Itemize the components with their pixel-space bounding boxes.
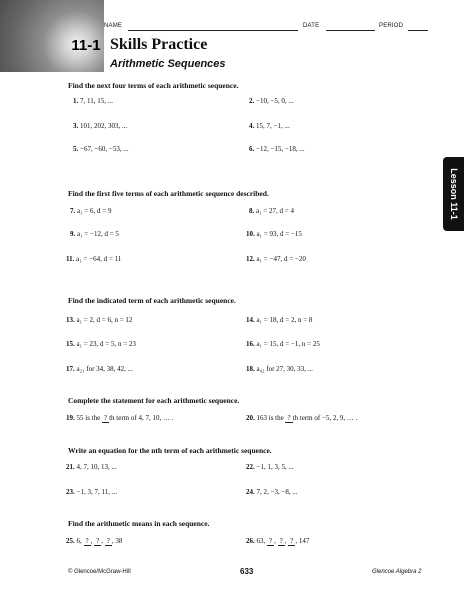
date-label: DATE bbox=[303, 23, 320, 29]
section-heading: Write an equation for the nth term of each arithmetic sequence. bbox=[68, 446, 272, 455]
problem-2: 2. −10, −5, 0, ... bbox=[249, 97, 294, 105]
lesson-side-tab-label: Lesson 11-1 bbox=[448, 168, 459, 220]
problem-17: 17. a₂₁ for 34, 38, 42, ... bbox=[66, 365, 133, 373]
section-heading: Find the arithmetic means in each sequence. bbox=[68, 519, 210, 528]
problem-20: 20. 163 is the ? th term of −5, 2, 9, … . bbox=[246, 414, 358, 422]
problem-11: 11. a₁ = −64, d = 11 bbox=[66, 255, 122, 263]
problem-21: 21. 4, 7, 10, 13, ... bbox=[66, 463, 117, 471]
section-heading: Complete the statement for each arithmetic sequence. bbox=[68, 396, 240, 405]
page-number: 633 bbox=[240, 567, 254, 576]
problem-5: 5. −67, −60, −53, ... bbox=[73, 145, 129, 153]
page-subtitle: Arithmetic Sequences bbox=[110, 58, 226, 70]
problem-15: 15. a₁ = 23, d = 5, n = 23 bbox=[66, 340, 136, 348]
problem-13: 13. a₁ = 2, d = 6, n = 12 bbox=[66, 316, 133, 324]
lesson-side-tab bbox=[443, 157, 464, 231]
date-field[interactable] bbox=[326, 21, 375, 31]
problem-4: 4. 15, 7, −1, ... bbox=[249, 122, 290, 130]
answer-blank[interactable]: ? bbox=[106, 537, 110, 545]
period-label: PERIOD bbox=[379, 23, 404, 29]
problem-18: 18. a₄₂ for 27, 30, 33, ... bbox=[246, 365, 313, 373]
page-title: Skills Practice bbox=[110, 36, 208, 53]
problem-14: 14. a₁ = 18, d = 2, n = 8 bbox=[246, 316, 313, 324]
problem-3: 3. 101, 202, 303, ... bbox=[73, 122, 128, 130]
problem-16: 16. a₁ = 15, d = −1, n = 25 bbox=[246, 340, 320, 348]
answer-blank[interactable]: ? bbox=[96, 537, 100, 545]
header-banner-graphic bbox=[0, 0, 104, 72]
problem-23: 23. −1, 3, 7, 11, ... bbox=[66, 488, 117, 496]
problem-10: 10. a₁ = 93, d = −15 bbox=[246, 230, 302, 238]
period-field[interactable] bbox=[408, 21, 428, 31]
name-label: NAME bbox=[104, 23, 123, 29]
footer-copyright: © Glencoe/McGraw-Hill bbox=[68, 569, 131, 575]
problem-22: 22. −1, 1, 3, 5, ... bbox=[246, 463, 294, 471]
section-heading: Find the next four terms of each arithmetic sequence. bbox=[68, 81, 239, 90]
problem-25: 25. 6, ? , ? , ? , 38 bbox=[66, 537, 123, 545]
problem-1: 1. 7, 11, 15, ... bbox=[73, 97, 113, 105]
problem-26: 26. 63, ? , ? , ? , 147 bbox=[246, 537, 310, 545]
problem-6: 6. −12, −15, −18, ... bbox=[249, 145, 305, 153]
answer-blank[interactable]: ? bbox=[103, 414, 108, 422]
answer-blank[interactable]: ? bbox=[85, 537, 89, 545]
lesson-number: 11-1 bbox=[71, 37, 101, 54]
answer-blank[interactable]: ? bbox=[287, 414, 291, 422]
problem-8: 8. a₁ = 27, d = 4 bbox=[249, 207, 294, 215]
problem-19: 19. 55 is the ? th term of 4, 7, 10, … . bbox=[66, 414, 174, 422]
problem-12: 12. a₁ = −47, d = −20 bbox=[246, 255, 306, 263]
answer-blank[interactable]: ? bbox=[290, 537, 294, 545]
section-heading: Find the first five terms of each arithmetic sequence described. bbox=[68, 189, 269, 198]
problem-24: 24. 7, 2, −3, −8, ... bbox=[246, 488, 298, 496]
answer-blank[interactable]: ? bbox=[269, 537, 273, 545]
name-field[interactable] bbox=[128, 21, 298, 31]
problem-9: 9. a₁ = −12, d = 5 bbox=[70, 230, 119, 238]
footer-book-title: Glencoe Algebra 2 bbox=[372, 569, 422, 575]
answer-blank[interactable]: ? bbox=[279, 537, 283, 545]
section-heading: Find the indicated term of each arithmetic sequence. bbox=[68, 296, 236, 305]
problem-7: 7. a₁ = 6, d = 9 bbox=[70, 207, 112, 215]
